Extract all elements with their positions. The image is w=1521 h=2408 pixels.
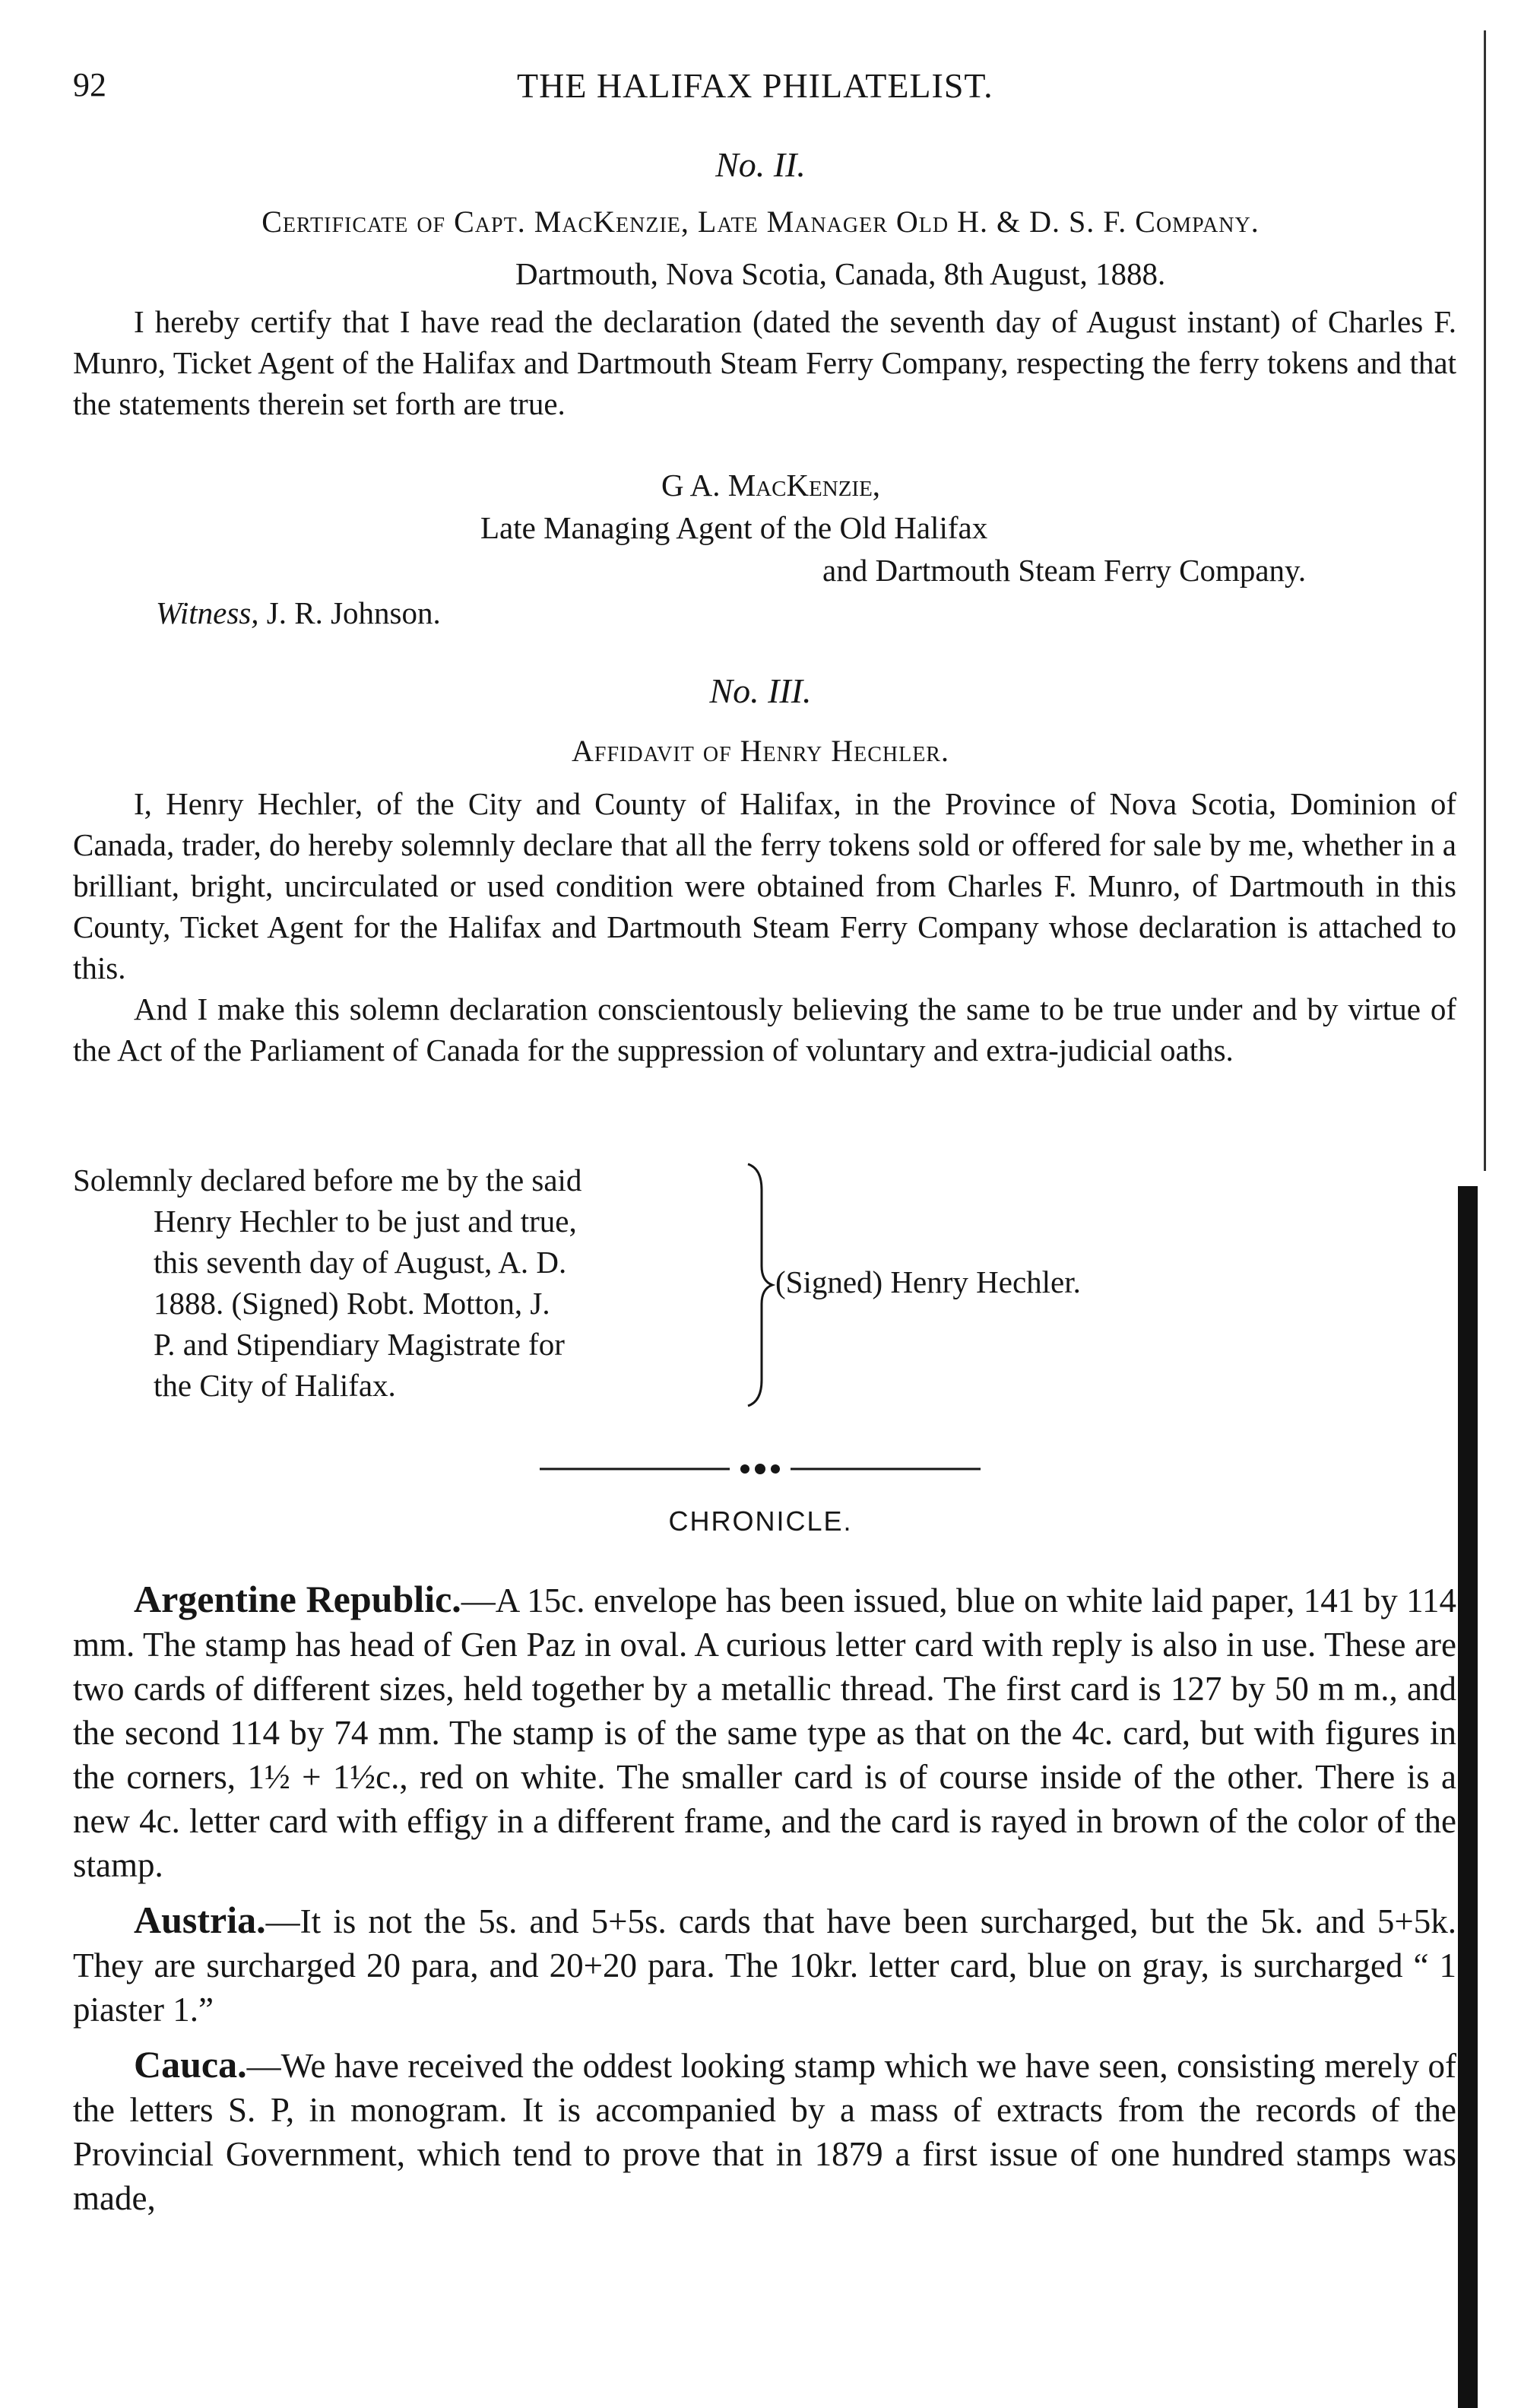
witness-label: Witness, xyxy=(156,595,259,630)
solemn-line: 1888. (Signed) Robt. Motton, J. xyxy=(154,1286,550,1321)
entry-text: —A 15c. envelope has been issued, blue on white laid paper, 141 by 114 mm. The stamp has head of Gen Paz in oval. A curious letter card with reply is also in use. These are two cards of different sizes, held together by a metallic thread. The first card is 127 by 50 m m., and the second 114 by 74 mm. The stamp is of the same type as that on the 4c. card, but with figures in the corners, 1½ + 1½c., red on white. The smaller card is of course inside of the other. There is a new 4c. letter card with effigy in a different frame, and the card is rayed in brown of the color of the stamp. xyxy=(73,1582,1457,1884)
chronicle-heading: CHRONICLE. xyxy=(668,1505,853,1537)
running-title: THE HALIFAX PHILATELIST. xyxy=(517,66,993,105)
page-edge-shadow xyxy=(1458,1186,1478,2408)
dateline: Dartmouth, Nova Scotia, Canada, 8th August, 1888. xyxy=(515,256,1166,291)
affidavit-paragraph-1: I, Henry Hechler, of the City and County of Halifax, in the Province of Nova Scotia, Dominion of Canada, trader, do hereby solemnly declare that all the ferry tokens sold or offered for sale by me, whether in a brilliant, bright, uncirculated or used condition were obtained from Charles F. Munro, of Dartmouth in this County, Ticket Agent for the Halifax and Dartmouth Steam Ferry Company whose declaration is attached to this. xyxy=(73,786,1456,985)
affidavit-paragraph-2: And I make this solemn declaration conscientously believing the same to be true under and by virtue of the Act of the Parliament of Canada for the suppression of voluntary and extra-judicial oaths. xyxy=(73,991,1456,1068)
entry-text: —We have received the oddest looking stamp which we have seen, consisting merely of the letters S. P, in monogram. It is accompanied by a mass of extracts from the records of the Provincial Government, which tend to prove that in 1879 a first issue of one hundred stamps was made, xyxy=(73,2047,1456,2217)
solemn-line: P. and Stipendiary Magistrate for xyxy=(154,1327,565,1362)
entry-text: —It is not the 5s. and 5+5s. cards that have been surcharged, but the 5k. and 5+5k. They are surcharged 20 para, and 20+20 para. The 10kr. letter card, blue on gray, is surcharged “ 1 piaster 1.” xyxy=(73,1902,1456,2029)
signed-henry-hechler: (Signed) Henry Hechler. xyxy=(775,1264,1081,1299)
certificate-text: I hereby certify that I have read the declaration (dated the seventh day of August instant) of Charles F. Munro, Ticket Agent of the Halifax and Dartmouth Steam Ferry Company, respecting the ferry tokens and that the statements therein set forth are true. xyxy=(73,304,1456,421)
witness-line xyxy=(156,595,441,631)
right-brace xyxy=(745,1160,775,1410)
solemn-line: the City of Halifax. xyxy=(154,1368,396,1403)
signature-title-1: Late Managing Agent of the Old Halifax xyxy=(480,510,988,545)
ornamental-divider xyxy=(540,1460,981,1478)
running-header xyxy=(46,65,1459,111)
page-number: 92 xyxy=(73,66,106,103)
entry-head: Cauca. xyxy=(134,2043,247,2086)
section-label-no2: No. II. xyxy=(715,145,806,184)
section-title-no2: Certificate of Capt. MacKenzie, Late Manager Old H. & D. S. F. Company. xyxy=(261,205,1260,239)
signature-title-2: and Dartmouth Steam Ferry Company. xyxy=(822,553,1307,588)
chronicle-body xyxy=(73,1577,1456,2231)
section-title-no3: Affidavit of Henry Hechler. xyxy=(572,734,949,768)
entry-head: Argentine Republic. xyxy=(134,1578,461,1620)
chronicle-entry-argentine xyxy=(73,1577,1456,1887)
solemn-declaration-block xyxy=(73,1160,757,1406)
witness-name: J. R. Johnson. xyxy=(266,595,441,630)
chronicle-entry-cauca xyxy=(73,2042,1456,2220)
solemn-line: this seventh day of August, A. D. xyxy=(154,1245,567,1280)
signature-name: G A. MacKenzie, xyxy=(661,468,881,503)
page-edge-rule xyxy=(1484,30,1486,1171)
section-label-no3: No. III. xyxy=(709,671,812,710)
solemn-line: Henry Hechler to be just and true, xyxy=(154,1204,577,1239)
chronicle-entry-austria xyxy=(73,1898,1456,2032)
entry-head: Austria. xyxy=(134,1899,266,1941)
solemn-line: Solemnly declared before me by the said xyxy=(73,1163,582,1198)
certificate-paragraph xyxy=(73,301,1456,424)
affidavit-body xyxy=(73,783,1456,1071)
